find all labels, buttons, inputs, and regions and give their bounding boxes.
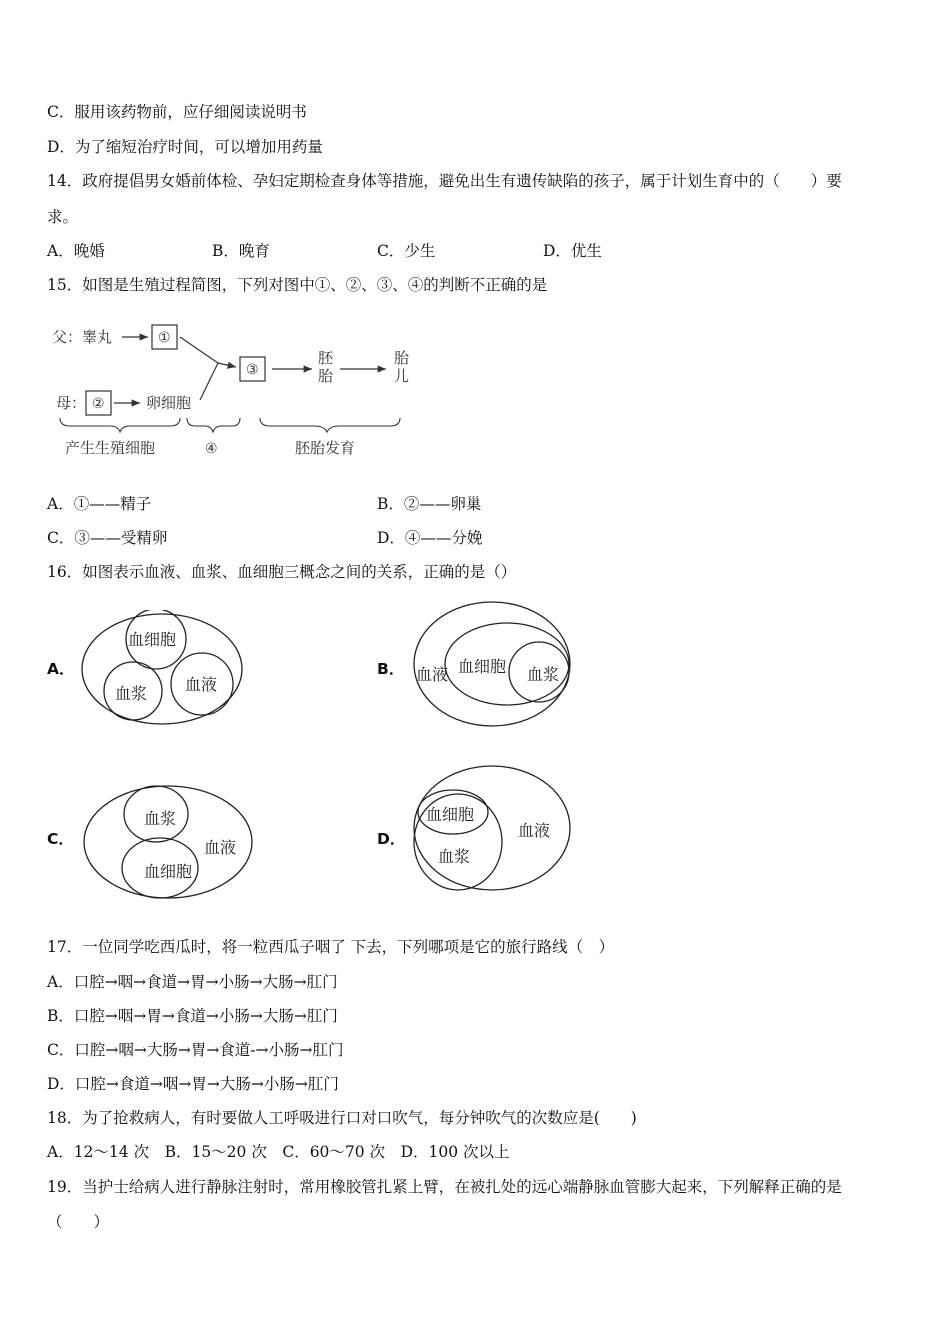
- q14-option-d: D．优生: [543, 242, 602, 260]
- venn-diagram-d: [410, 762, 572, 892]
- q19-stem-line1: 19．当护士给病人进行静脉注射时，常用橡胶管扎紧上臂，在被扎处的远心端静脉血管膨大起来，下列解释正确的是: [47, 1178, 842, 1196]
- q15-option-b: B．②——卵巢: [377, 495, 482, 513]
- q13-option-c: C．服用该药物前，应仔细阅读说明书: [47, 103, 307, 121]
- venn-diagram-c: [80, 782, 256, 902]
- venn-d-label-plasma: 血浆: [438, 847, 471, 866]
- venn-b-label-blood: 血液: [416, 665, 449, 684]
- q16-label-c: C．: [47, 830, 74, 848]
- brace-4-label: ④: [205, 441, 218, 457]
- venn-diagram-b: [410, 598, 575, 730]
- venn-a-label-blood-cells: 血细胞: [128, 630, 177, 649]
- venn-a-label-plasma: 血浆: [115, 684, 148, 703]
- q16-label-a: A．: [47, 660, 75, 678]
- embryo-line2: 胎: [318, 367, 334, 385]
- egg-cell-label: 卵细胞: [146, 394, 192, 412]
- q17-option-a: A．口腔→咽→食道→胃→小肠→大肠→肛门: [47, 973, 338, 991]
- q15-option-a: A．①——精子: [47, 495, 152, 513]
- brace-embryo-development: 胚胎发育: [295, 439, 356, 457]
- q16-stem: 16．如图表示血液、血浆、血细胞三概念之间的关系，正确的是（）: [47, 563, 517, 581]
- q14-option-a: A．晚婚: [47, 242, 105, 260]
- q15-stem: 15．如图是生殖过程简图，下列对图中①、②、③、④的判断不正确的是: [47, 276, 548, 294]
- venn-diagram-a: [78, 610, 246, 728]
- q14-option-b: B．晚育: [212, 242, 270, 260]
- venn-c-label-blood: 血液: [204, 838, 237, 857]
- venn-b-label-blood-cells: 血细胞: [458, 657, 507, 676]
- embryo-line1: 胚: [318, 349, 334, 367]
- q16-label-b: B．: [377, 660, 405, 678]
- q14-stem-line1: 14．政府提倡男女婚前体检、孕妇定期检查身体等措施，避免出生有遗传缺陷的孩子，属于计划生育中的（ ）要: [47, 172, 842, 190]
- venn-a-label-blood: 血液: [185, 675, 218, 694]
- reproduction-process-diagram: [50, 315, 420, 465]
- q16-label-d: D．: [377, 830, 406, 848]
- q19-stem-line2: （ ）: [47, 1213, 110, 1231]
- venn-d-label-blood-cells: 血细胞: [426, 805, 475, 824]
- fetus-line2: 儿: [394, 367, 410, 385]
- q17-option-c: C．口腔→咽→大肠→胃→食道-→小肠→肛门: [47, 1041, 344, 1059]
- brace-produce-germ-cells: 产生生殖细胞: [65, 439, 156, 457]
- q15-option-c: C．③——受精卵: [47, 529, 168, 547]
- venn-d-label-blood: 血液: [518, 821, 551, 840]
- fetus-line1: 胎: [394, 349, 410, 367]
- mother-label: 母：: [56, 394, 87, 412]
- q17-option-b: B．口腔→咽→胃→食道→小肠→大肠→肛门: [47, 1007, 338, 1025]
- q13-option-d: D．为了缩短治疗时间，可以增加用药量: [47, 138, 323, 156]
- venn-c-label-blood-cells: 血细胞: [144, 862, 193, 881]
- box-1-label: ①: [158, 330, 171, 346]
- q18-stem: 18．为了抢救病人，有时要做人工呼吸进行口对口吹气，每分钟吹气的次数应是( ): [47, 1109, 637, 1127]
- q15-option-d: D．④——分娩: [377, 529, 483, 547]
- q17-stem: 17．一位同学吃西瓜时，将一粒西瓜子咽了 下去，下列哪项是它的旅行路线（ ）: [47, 938, 615, 956]
- q14-option-c: C．少生: [377, 242, 436, 260]
- q18-options: A．12～14 次 B．15～20 次 C．60～70 次 D．100 次以上: [47, 1143, 510, 1161]
- box-3-label: ③: [246, 362, 259, 378]
- venn-c-label-plasma: 血浆: [144, 809, 177, 828]
- box-2-label: ②: [92, 396, 105, 412]
- father-label: 父：睾丸: [52, 328, 113, 346]
- venn-b-label-plasma: 血浆: [527, 665, 560, 684]
- q14-stem-line2: 求。: [47, 208, 79, 226]
- q17-option-d: D．口腔→食道→咽→胃→大肠→小肠→肛门: [47, 1075, 339, 1093]
